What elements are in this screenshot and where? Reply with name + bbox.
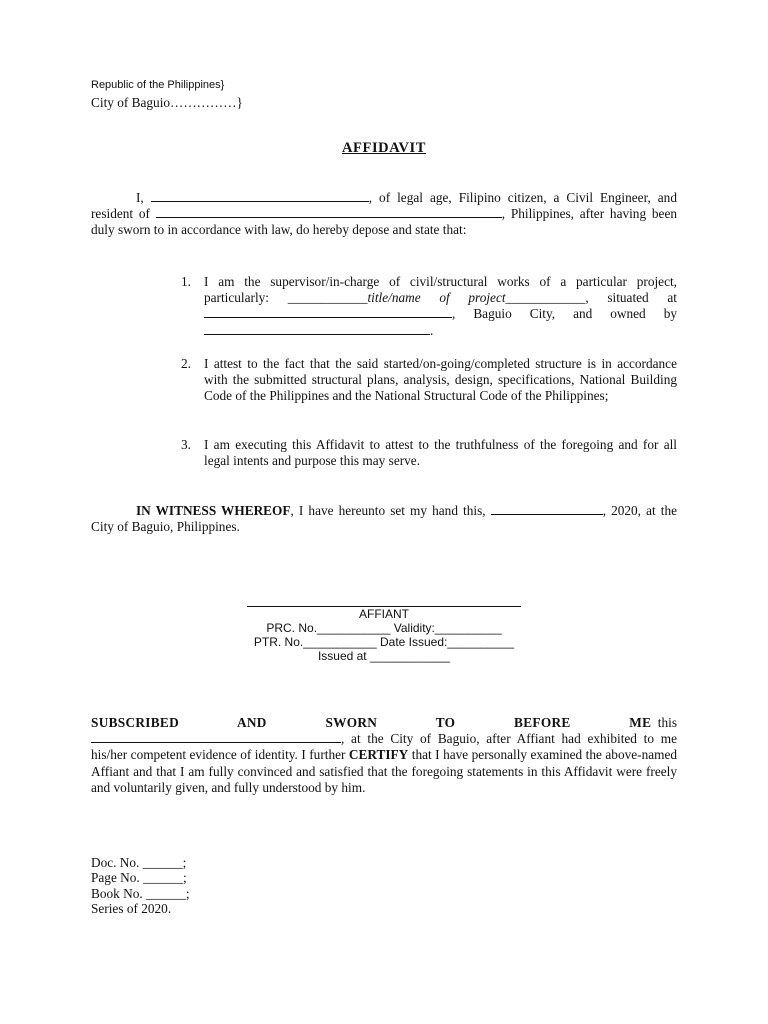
name-blank-line [151, 190, 369, 202]
residence-blank-line [156, 206, 502, 218]
item-number: 2. [181, 356, 191, 371]
item-1-b: , situated at [585, 290, 677, 306]
subscribed-bold: SUBSCRIBED AND SWORN TO BEFORE ME [91, 715, 652, 730]
header-city: City of Baguio……………} [91, 95, 243, 110]
prc-row: PRC. No.___________ Validity:__________ [266, 621, 502, 635]
witness-bold: IN WITNESS WHEREOF [136, 503, 291, 518]
subscribed-a: , at the City of Baguio, after Affiant had exhibited to me his/her competent evidence of identity. I further [91, 731, 677, 763]
item-1-c: , Baguio City, and owned by [452, 306, 677, 322]
intro-part1: , of legal age, Filipino citizen, a Civil Engineer, and resident of [91, 190, 677, 222]
item-1-a: I am the supervisor/in-charge of civil/structural works of a particular project, particularly: [204, 274, 677, 306]
certify-bold: CERTIFY [348, 747, 409, 763]
list-item-3 [173, 437, 677, 469]
location-blank-line [204, 306, 452, 318]
book-number: Book No. ______; [91, 885, 190, 901]
witness-paragraph [91, 503, 677, 535]
witness-b: , 2020, at the City of Baguio, Philippines. [91, 503, 678, 535]
doc-number: Doc. No. ______; [91, 855, 187, 870]
signature-line [247, 592, 521, 607]
subscribed-paragraph [91, 715, 677, 796]
intro-part2: , Philippines, after having been duly sworn to in accordance with law, do hereby depose and state that: [91, 206, 677, 238]
affiant-label: AFFIANT [359, 607, 409, 621]
signature-block [0, 592, 768, 663]
item-1-d: . [430, 322, 434, 338]
item-2-text: I attest to the fact that the said started/on-going/completed structure is in accordance with the submitted structural plans, analysis, design, specifications, National Building Code of the Philippines and the National Structural Code of the Philippines; [204, 356, 677, 404]
notarial-register [91, 855, 190, 916]
item-1-text [204, 274, 677, 339]
item-3-text: I am executing this Affidavit to attest to the truthfulness of the foregoing and for all legal intents and purpose this may serve. [204, 437, 677, 469]
issued-at-row: Issued at ____________ [317, 649, 451, 663]
owner-blank-line [204, 323, 430, 335]
document-title: AFFIDAVIT [341, 140, 427, 156]
intro-i: I, [136, 190, 144, 205]
header-republic: Republic of the Philippines} [91, 79, 225, 91]
series-year: Series of 2020. [91, 900, 172, 916]
project-name-field: ____________title/name of project____________ [287, 290, 586, 306]
list-item-2 [173, 356, 677, 405]
item-number: 1. [181, 274, 191, 289]
list-item-1 [173, 274, 677, 339]
intro-paragraph [91, 190, 677, 239]
ptr-row: PTR. No.___________ Date Issued:__________ [253, 635, 515, 649]
item-number: 3. [181, 437, 191, 452]
page-number: Page No. ______; [91, 870, 187, 886]
subscribed-b: that I have personally examined the above-named Affiant and that I am fully convinced and satisfied that the foregoing statements in this Affidavit were freely and voluntarily given, and fully understood by him. [91, 747, 678, 795]
date-blank-line [491, 503, 603, 515]
witness-a: , I have hereunto set my hand this, [290, 503, 486, 518]
subscribed-this: this [657, 715, 677, 730]
notary-date-blank-line [91, 731, 341, 743]
